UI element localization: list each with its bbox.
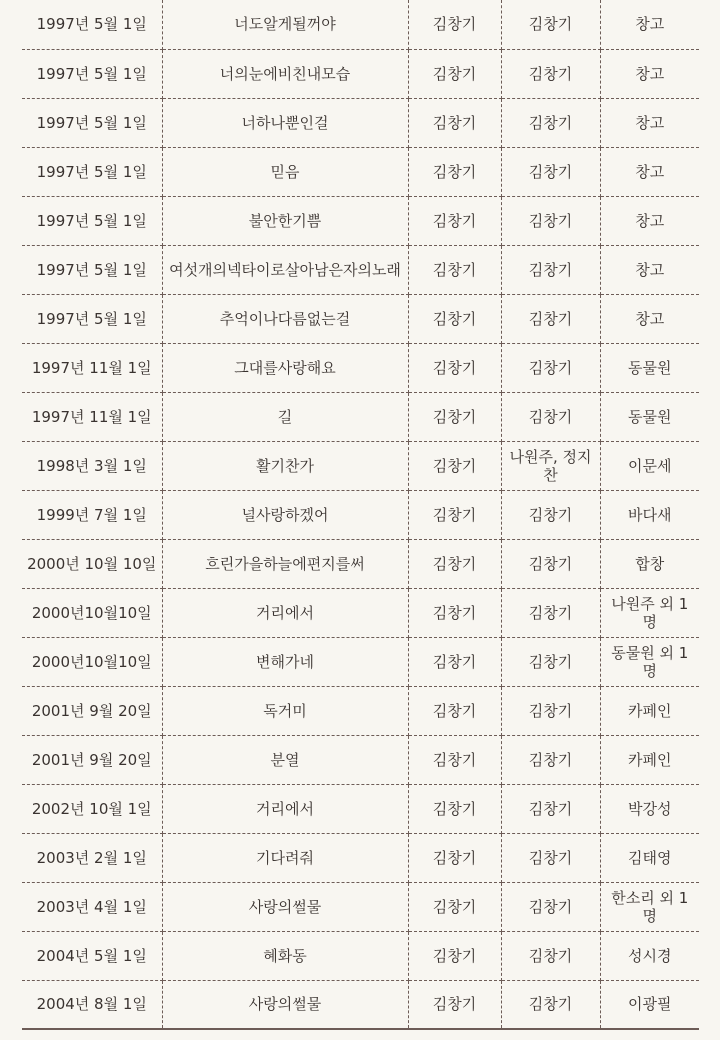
table-row xyxy=(22,98,699,147)
lyricist-cell: 김창기 xyxy=(408,0,501,49)
arranger-cell: 합창 xyxy=(600,539,699,588)
lyricist-cell: 김창기 xyxy=(408,980,501,1029)
song-table-body xyxy=(22,0,699,1029)
composer-cell: 김창기 xyxy=(501,735,600,784)
release-date-cell: 2004년 8월 1일 xyxy=(22,980,162,1029)
arranger-cell: 창고 xyxy=(600,98,699,147)
arranger-cell: 창고 xyxy=(600,49,699,98)
release-date-cell: 2002년 10월 1일 xyxy=(22,784,162,833)
lyricist-cell: 김창기 xyxy=(408,735,501,784)
song-title-cell: 믿음 xyxy=(162,147,408,196)
lyricist-cell: 김창기 xyxy=(408,392,501,441)
release-date-cell: 1998년 3월 1일 xyxy=(22,441,162,490)
release-date-cell: 2004년 5월 1일 xyxy=(22,931,162,980)
table-row xyxy=(22,784,699,833)
release-date-cell: 2000년10월10일 xyxy=(22,588,162,637)
table-row xyxy=(22,637,699,686)
arranger-cell: 동물원 xyxy=(600,343,699,392)
song-title-cell: 사랑의썰물 xyxy=(162,882,408,931)
release-date-cell: 1997년 5월 1일 xyxy=(22,196,162,245)
lyricist-cell: 김창기 xyxy=(408,49,501,98)
arranger-cell: 창고 xyxy=(600,0,699,49)
release-date-cell: 1997년 5월 1일 xyxy=(22,147,162,196)
lyricist-cell: 김창기 xyxy=(408,833,501,882)
arranger-cell: 창고 xyxy=(600,294,699,343)
release-date-cell: 1999년 7월 1일 xyxy=(22,490,162,539)
arranger-cell: 박강성 xyxy=(600,784,699,833)
composer-cell: 김창기 xyxy=(501,343,600,392)
table-row xyxy=(22,196,699,245)
arranger-cell: 동물원 외 1명 xyxy=(600,637,699,686)
song-title-cell: 거리에서 xyxy=(162,784,408,833)
composer-cell: 김창기 xyxy=(501,392,600,441)
table-row xyxy=(22,882,699,931)
table-row xyxy=(22,588,699,637)
arranger-cell: 나원주 외 1명 xyxy=(600,588,699,637)
release-date-cell: 1997년 5월 1일 xyxy=(22,0,162,49)
composer-cell: 김창기 xyxy=(501,49,600,98)
song-title-cell: 그대를사랑해요 xyxy=(162,343,408,392)
lyricist-cell: 김창기 xyxy=(408,490,501,539)
arranger-cell: 바다새 xyxy=(600,490,699,539)
composer-cell: 김창기 xyxy=(501,980,600,1029)
song-credits-table xyxy=(22,0,699,1030)
table-row xyxy=(22,343,699,392)
arranger-cell: 창고 xyxy=(600,196,699,245)
table-row xyxy=(22,833,699,882)
song-title-cell: 너의눈에비친내모습 xyxy=(162,49,408,98)
composer-cell: 김창기 xyxy=(501,784,600,833)
song-title-cell: 혜화동 xyxy=(162,931,408,980)
release-date-cell: 2000년 10월 10일 xyxy=(22,539,162,588)
arranger-cell: 카페인 xyxy=(600,686,699,735)
composer-cell: 김창기 xyxy=(501,833,600,882)
composer-cell: 나원주, 정지찬 xyxy=(501,441,600,490)
table-row xyxy=(22,0,699,49)
release-date-cell: 2003년 2월 1일 xyxy=(22,833,162,882)
lyricist-cell: 김창기 xyxy=(408,245,501,294)
lyricist-cell: 김창기 xyxy=(408,294,501,343)
arranger-cell: 성시경 xyxy=(600,931,699,980)
release-date-cell: 2001년 9월 20일 xyxy=(22,686,162,735)
lyricist-cell: 김창기 xyxy=(408,147,501,196)
arranger-cell: 동물원 xyxy=(600,392,699,441)
release-date-cell: 2003년 4월 1일 xyxy=(22,882,162,931)
release-date-cell: 1997년 5월 1일 xyxy=(22,294,162,343)
table-row xyxy=(22,294,699,343)
lyricist-cell: 김창기 xyxy=(408,98,501,147)
composer-cell: 김창기 xyxy=(501,588,600,637)
arranger-cell: 김태영 xyxy=(600,833,699,882)
release-date-cell: 2000년10월10일 xyxy=(22,637,162,686)
song-title-cell: 널사랑하겠어 xyxy=(162,490,408,539)
song-title-cell: 활기찬가 xyxy=(162,441,408,490)
release-date-cell: 2001년 9월 20일 xyxy=(22,735,162,784)
table-row xyxy=(22,539,699,588)
table-row xyxy=(22,49,699,98)
song-title-cell: 너도알게될꺼야 xyxy=(162,0,408,49)
song-title-cell: 길 xyxy=(162,392,408,441)
song-title-cell: 흐린가을하늘에편지를써 xyxy=(162,539,408,588)
lyricist-cell: 김창기 xyxy=(408,882,501,931)
song-title-cell: 추억이나다름없는걸 xyxy=(162,294,408,343)
lyricist-cell: 김창기 xyxy=(408,784,501,833)
table-row xyxy=(22,735,699,784)
song-title-cell: 분열 xyxy=(162,735,408,784)
composer-cell: 김창기 xyxy=(501,637,600,686)
arranger-cell: 이문세 xyxy=(600,441,699,490)
composer-cell: 김창기 xyxy=(501,147,600,196)
lyricist-cell: 김창기 xyxy=(408,539,501,588)
song-title-cell: 독거미 xyxy=(162,686,408,735)
arranger-cell: 창고 xyxy=(600,245,699,294)
song-title-cell: 변해가네 xyxy=(162,637,408,686)
arranger-cell: 한소리 외 1명 xyxy=(600,882,699,931)
arranger-cell: 창고 xyxy=(600,147,699,196)
song-title-cell: 사랑의썰물 xyxy=(162,980,408,1029)
composer-cell: 김창기 xyxy=(501,98,600,147)
lyricist-cell: 김창기 xyxy=(408,686,501,735)
song-title-cell: 기다려줘 xyxy=(162,833,408,882)
release-date-cell: 1997년 5월 1일 xyxy=(22,245,162,294)
composer-cell: 김창기 xyxy=(501,686,600,735)
lyricist-cell: 김창기 xyxy=(408,637,501,686)
lyricist-cell: 김창기 xyxy=(408,343,501,392)
arranger-cell: 이광필 xyxy=(600,980,699,1029)
lyricist-cell: 김창기 xyxy=(408,588,501,637)
table-row xyxy=(22,931,699,980)
composer-cell: 김창기 xyxy=(501,196,600,245)
composer-cell: 김창기 xyxy=(501,0,600,49)
song-table-container xyxy=(22,0,699,1030)
table-row xyxy=(22,490,699,539)
arranger-cell: 카페인 xyxy=(600,735,699,784)
release-date-cell: 1997년 11월 1일 xyxy=(22,392,162,441)
release-date-cell: 1997년 5월 1일 xyxy=(22,49,162,98)
lyricist-cell: 김창기 xyxy=(408,196,501,245)
lyricist-cell: 김창기 xyxy=(408,441,501,490)
song-title-cell: 불안한기쁨 xyxy=(162,196,408,245)
lyricist-cell: 김창기 xyxy=(408,931,501,980)
table-row xyxy=(22,245,699,294)
composer-cell: 김창기 xyxy=(501,490,600,539)
release-date-cell: 1997년 5월 1일 xyxy=(22,98,162,147)
composer-cell: 김창기 xyxy=(501,882,600,931)
song-title-cell: 너하나뿐인걸 xyxy=(162,98,408,147)
table-row xyxy=(22,980,699,1029)
song-title-cell: 여섯개의넥타이로살아남은자의노래 xyxy=(162,245,408,294)
composer-cell: 김창기 xyxy=(501,539,600,588)
composer-cell: 김창기 xyxy=(501,931,600,980)
composer-cell: 김창기 xyxy=(501,245,600,294)
table-row xyxy=(22,441,699,490)
composer-cell: 김창기 xyxy=(501,294,600,343)
release-date-cell: 1997년 11월 1일 xyxy=(22,343,162,392)
table-row xyxy=(22,392,699,441)
table-row xyxy=(22,147,699,196)
table-row xyxy=(22,686,699,735)
song-title-cell: 거리에서 xyxy=(162,588,408,637)
